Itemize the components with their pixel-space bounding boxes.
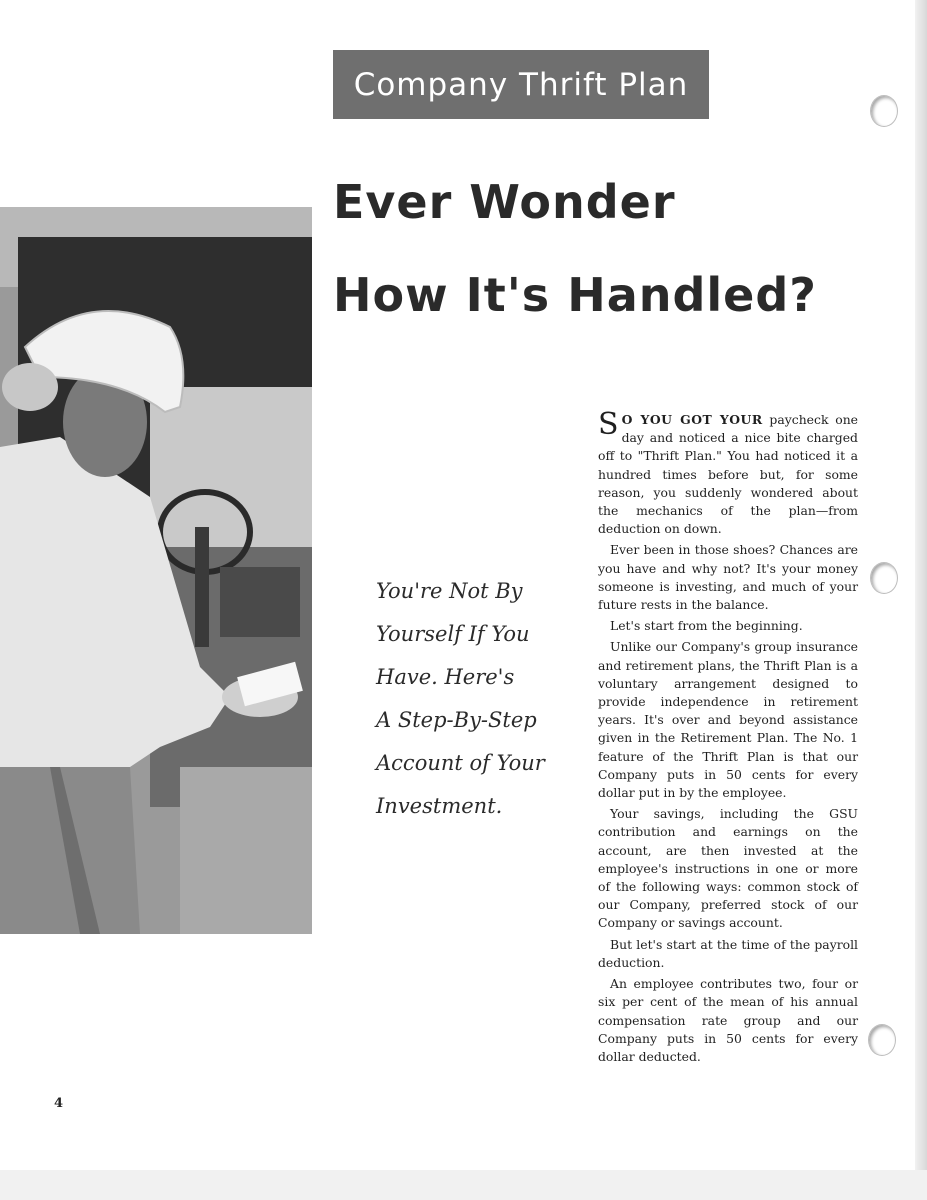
headline-line-2: How It's Handled? [333,268,817,322]
page-number: 4 [54,1096,64,1111]
article-text: paycheck one day and noticed a nice bite charged off to "Thrift Plan." You had noticed it a hundred times before but, for some reason, you suddenly wondered about the mechanics of the plan—from deduction on down. [598,412,859,537]
section-banner: Company Thrift Plan [333,50,709,119]
headline-line-1: Ever Wonder [333,175,676,229]
page-bottom-band [0,1170,927,1200]
article-paragraph: Let's start from the beginning. [610,618,803,634]
pull-quote-line: Investment. [376,794,503,818]
article-paragraph: Ever been in those shoes? Chances are you have and why not? It's your money someone is investing, and much of your future rests in the balance. [598,542,858,613]
article-body [598,407,859,1069]
pull-quote-line: You're Not By [376,579,523,603]
binder-hole [868,1024,896,1056]
pull-quote-line: Account of Your [376,751,545,775]
worker-photo [0,207,312,934]
article-paragraph: An employee contributes two, four or six per cent of the mean of his annual compensation rate group and our Company puts in 50 cents for every dollar deducted. [598,976,858,1064]
pull-quote [376,570,566,828]
lead-caps: O YOU GOT YOUR [621,412,763,427]
worker-photo-illustration [0,207,312,934]
article-paragraph: Your savings, including the GSU contribution and earnings on the account, are then invested at the employee's instructions in one or more of the following ways: common stock of our Company, preferred stock of our Company or savings account. [598,806,858,931]
article-paragraph: Unlike our Company's group insurance and retirement plans, the Thrift Plan is a voluntary arrangement designed to provide independence in retirement years. It's over and beyond assistance given in the Retirement Plan. The No. 1 feature of the Thrift Plan is that our Company puts in 50 cents for every dollar put in by the employee. [598,639,858,801]
pull-quote-line: Have. Here's [376,665,515,689]
article-paragraph: But let's start at the time of the payroll deduction. [598,936,858,970]
binder-hole [870,95,898,127]
drop-cap: S [598,407,619,442]
page-edge [915,0,927,1170]
pull-quote-line: Yourself If You [376,622,530,646]
binder-hole [870,562,898,594]
pull-quote-line: A Step-By-Step [376,708,537,732]
article-paragraph [598,407,859,538]
